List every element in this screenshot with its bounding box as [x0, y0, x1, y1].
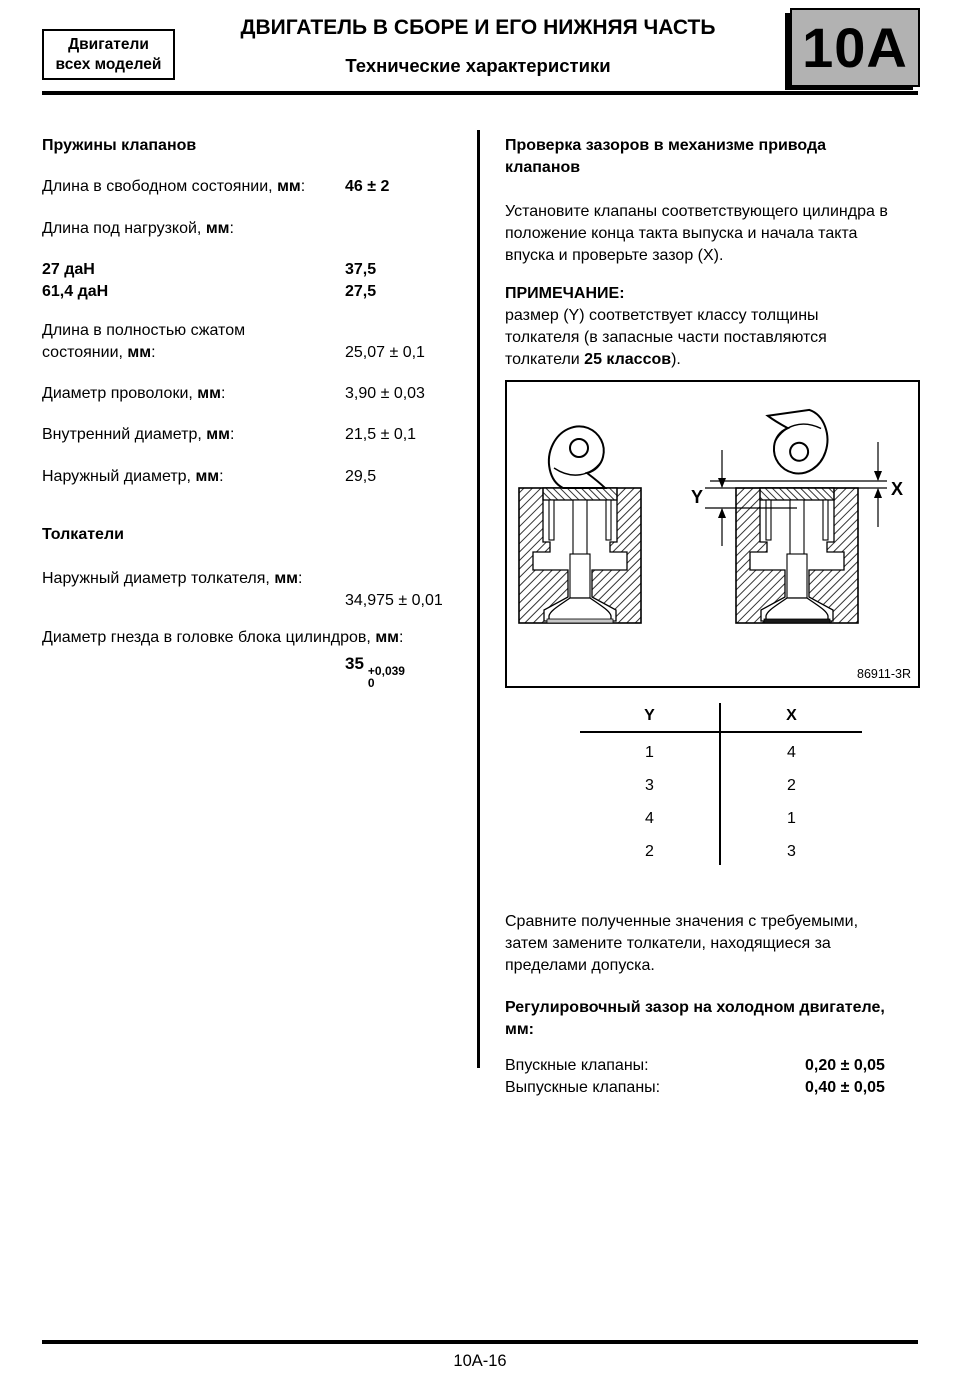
figure-code: 86911-3R [857, 667, 911, 681]
procedure-paragraph: Установите клапаны соответствующего цилиндра в положение конца такта выпуска и начала такта впуска и проверьте зазор (X). [505, 203, 888, 264]
col-header-y: Y [580, 703, 721, 733]
table-row: 4 1 [580, 799, 862, 832]
table-row: 3 2 [580, 766, 862, 799]
table-row: 2 3 [580, 832, 862, 865]
clearance-row-exhaust: Выпускные клапаны: 0,40 ± 0,05 [505, 1077, 660, 1099]
note-paragraph: ПРИМЕЧАНИЕ: размер (Y) соответствует классу толщины толкателя (в запасные части поставляются толкатели 25 классов). [505, 285, 827, 368]
spec-load-27: 27 даН 37,5 [42, 259, 95, 281]
spec-value-toleranced: 35 +0,039 0 [345, 654, 405, 690]
valve-diagram [507, 382, 918, 686]
column-divider [477, 130, 480, 1068]
tolerance-stack: +0,039 0 [367, 664, 405, 690]
right-valve-assembly [736, 408, 858, 623]
spec-tappet-outer-diameter: Наружный диаметр толкателя, мм: 34,975 ± 0,01 [42, 568, 302, 590]
col-header-x: X [721, 703, 862, 733]
spec-loaded-length-label: Длина под нагрузкой, мм: [42, 220, 234, 237]
page-subtitle: Технические характеристики [345, 55, 611, 76]
springs-heading: Пружины клапанов [42, 137, 197, 154]
cam-lobe-right [768, 408, 832, 477]
compare-paragraph: Сравните полученные значения с требуемыми, затем замените толкатели, находящиеся за пределами допуска. [505, 913, 859, 974]
clearance-row-intake: Впускные клапаны: 0,20 ± 0,05 [505, 1055, 649, 1077]
header-titles [180, 16, 776, 77]
yx-class-table [580, 703, 862, 865]
spec-load-61: 61,4 даН 27,5 [42, 281, 108, 303]
page-title: ДВИГАТЕЛЬ В СБОРЕ И ЕГО НИЖНЯЯ ЧАСТЬ [240, 16, 716, 39]
spec-value: 37,5 [345, 261, 377, 278]
valve-seat [547, 619, 613, 623]
spec-outer-diameter: Наружный диаметр, мм: 29,5 [42, 466, 224, 488]
model-box-line2: всех моделей [55, 55, 162, 73]
header-rule [42, 91, 918, 95]
spec-free-length: Длина в свободном состоянии, мм: 46 ± 2 [42, 176, 305, 198]
spec-wire-diameter: Диаметр проволоки, мм: 3,90 ± 0,03 [42, 383, 225, 405]
spec-value: 34,975 ± 0,01 [345, 592, 443, 609]
left-column [42, 128, 448, 1078]
table-header-row [580, 703, 862, 733]
adjustment-clearance-heading: Регулировочный зазор на холодном двигателе, мм: [505, 999, 885, 1038]
spec-value: 21,5 ± 0,1 [345, 426, 417, 443]
spec-inner-diameter: Внутренний диаметр, мм: 21,5 ± 0,1 [42, 424, 234, 446]
spec-value: 25,07 ± 0,1 [345, 344, 425, 361]
spec-value: 27,5 [345, 283, 377, 300]
dimension-label-y: Y [690, 487, 704, 507]
page-number: 10A-16 [453, 1352, 507, 1370]
model-box-line1: Двигатели [68, 35, 149, 53]
spec-value: 29,5 [345, 468, 377, 485]
model-box [42, 29, 175, 80]
cam-lobe-left [549, 426, 605, 488]
note-label: ПРИМЕЧАНИЕ: [505, 285, 625, 302]
spec-bore-diameter: Диаметр гнезда в головке блока цилиндров, мм: 35 +0,039 0 [42, 629, 405, 690]
right-column [505, 128, 920, 1128]
spec-compressed-length: Длина в полностью сжатом состоянии, мм: 25,07 ± 0,1 [42, 320, 245, 364]
tappets-heading: Толкатели [42, 526, 124, 543]
clearance-value: 0,40 ± 0,05 [805, 1079, 885, 1096]
dimension-label-x: X [891, 479, 904, 499]
clearance-value: 0,20 ± 0,05 [805, 1057, 885, 1074]
check-clearances-heading: Проверка зазоров в механизме привода клапанов [505, 137, 827, 176]
section-code-tab: 10A [790, 8, 920, 87]
valve-clearance-figure [505, 380, 920, 688]
left-valve-assembly [519, 426, 641, 623]
table-row: 1 4 [580, 733, 862, 766]
spec-value: 46 ± 2 [345, 178, 390, 195]
valve-seat [764, 619, 830, 623]
spec-value: 3,90 ± 0,03 [345, 385, 425, 402]
footer-rule [42, 1340, 918, 1344]
